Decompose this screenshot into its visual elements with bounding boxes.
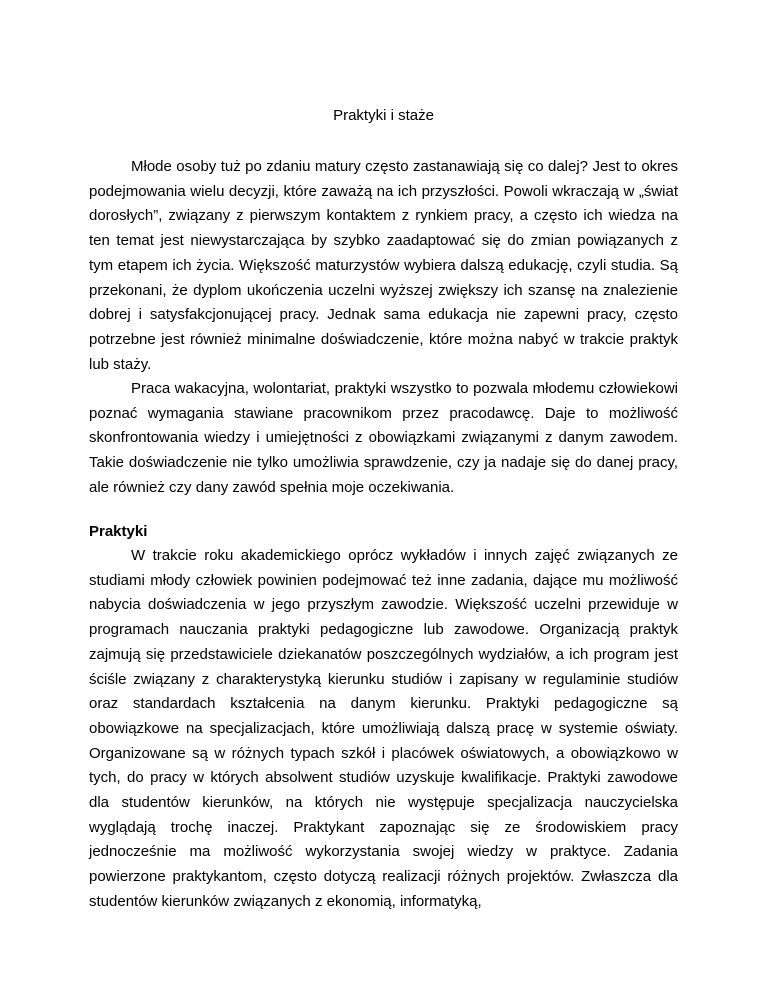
document-page (89, 0, 678, 994)
section-heading-praktyki: Praktyki (89, 523, 148, 540)
experience-paragraph: Praca wakacyjna, wolontariat, praktyki wszystko to pozwala młodemu człowiekowi poznać wymagania stawiane pracownikom przez pracodawcę. Daje to możliwość skonfrontowania wiedzy i umiejętności z obowiązkami związanymi z danym zawodem. Takie doświadczenie nie tylko umożliwia sprawdzenie, czy ja nadaje się do danej pracy, ale również czy dany zawód spełnia moje oczekiwania. (89, 380, 678, 496)
section-paragraph: W trakcie roku akademickiego oprócz wykładów i innych zajęć związanych ze studiami młody człowiek powinien podejmować też inne zadania, dające mu możliwość nabycia doświadczenia w jego przyszłym zawodzie. Większość uczelni przewiduje w programach nauczania praktyki pedagogiczne lub zawodowe. Organizacją praktyk zajmują się przedstawiciele dziekanatów poszczególnych wydziałów, a ich program jest ściśle związany z charakterystyką kierunku studiów i zapisany w regulaminie studiów oraz standardach kształcenia na danym kierunku. Praktyki pedagogiczne są obowiązkowe na specjalizacjach, które umożliwiają dalszą pracę w systemie oświaty. Organizowane są w różnych typach szkół i placówek oświatowych, a obowiązkowo w tych, do pracy w których absolwent studiów uzyskuje kwalifikacje. Praktyki zawodowe dla studentów kierunków, na których nie występuje specjalizacja nauczycielska wyglądają trochę inaczej. Praktykant zapoznając się ze środowiskiem pracy jednocześnie ma możliwość wykorzystania swojej wiedzy w praktyce. Zadania powierzone praktykantom, często dotyczą realizacji różnych projektów. Zwłaszcza dla studentów kierunków związanych z ekonomią, informatyką, (89, 547, 678, 910)
document-title: Praktyki i staże (333, 107, 434, 124)
intro-paragraph: Młode osoby tuż po zdaniu matury często zastanawiają się co dalej? Jest to okres podejmowania wielu decyzji, które zaważą na ich przyszłości. Powoli wkraczają w „świat dorosłych”, związany z pierwszym kontaktem z rynkiem pracy, a często ich wiedza na ten temat jest niewystarczająca by szybko zaadaptować się do zmian powiązanych z tym etapem ich życia. Większość maturzystów wybiera dalszą edukację, czyli studia. Są przekonani, że dyplom ukończenia uczelni wyższej zwiększy ich szansę na znalezienie dobrej i satysfakcjonującej pracy. Jednak sama edukacja nie zapewni pracy, często potrzebne jest również minimalne doświadczenie, które można nabyć w trakcie praktyk lub staży. (89, 158, 678, 373)
